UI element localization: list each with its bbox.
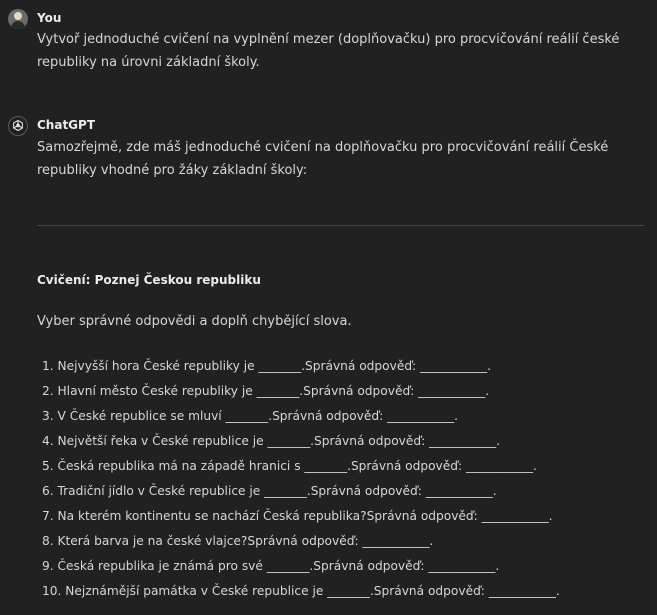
exercise-heading: Cvičení: Poznej Českou republiku <box>37 273 261 287</box>
exercise-instruction: Vyber správné odpovědi a doplň chybějící slova. <box>37 314 352 329</box>
list-item: 9. Česká republika je známá pro své _______.Správná odpověď: ___________. <box>42 559 500 573</box>
assistant-intro-text: Samozřejmě, zde máš jednoduché cvičení na doplňovačku pro procvičování reálií České republiky vhodné pro žáky základní školy: <box>37 140 609 178</box>
list-item: 10. Nejznámější památka v České republice je _______.Správná odpověď: ___________. <box>42 584 560 598</box>
list-item: 7. Na kterém kontinentu se nachází Česká republika?Správná odpověď: ___________. <box>42 509 553 523</box>
exercise-list <box>42 356 652 606</box>
divider <box>37 225 644 226</box>
list-item: 2. Hlavní město České republiky je _______.Správná odpověď: ___________. <box>42 384 490 398</box>
user-avatar <box>8 9 28 29</box>
user-message-text: Vytvoř jednoduché cvičení na vyplnění mezer (doplňovačku) pro procvičování reálií české republiky na úrovni základní školy. <box>37 32 620 70</box>
list-item: 3. V České republice se mluví _______.Správná odpověď: ___________. <box>42 409 459 423</box>
list-item: 5. Česká republika má na západě hranici s _______.Správná odpověď: ___________. <box>42 459 537 473</box>
chatgpt-logo-icon <box>8 116 28 136</box>
assistant-author-label: ChatGPT <box>37 118 96 132</box>
list-item: 1. Nejvyšší hora České republiky je _______.Správná odpověď: ___________. <box>42 359 491 373</box>
list-item: 8. Která barva je na české vlajce?Správná odpověď: ___________. <box>42 534 434 548</box>
list-item: 4. Největší řeka v České republice je _______.Správná odpověď: ___________. <box>42 434 501 448</box>
user-author-label: You <box>37 11 62 25</box>
list-item: 6. Tradiční jídlo v České republice je _______.Správná odpověď: ___________. <box>42 484 497 498</box>
